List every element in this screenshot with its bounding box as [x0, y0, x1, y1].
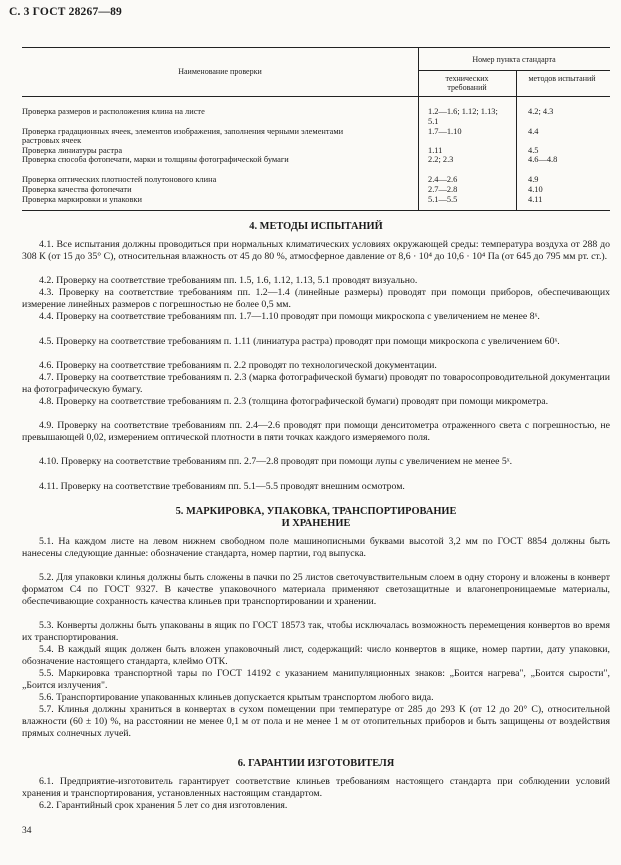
paragraph-text: 4.10. Проверку на соответствие требованиям пп. 2.7—2.8 проводят при помощи лупы с увеличением не менее 5ˣ. — [39, 456, 513, 467]
paragraph-5-2 — [22, 572, 610, 608]
table-col-std: Номер пункта стандарта — [472, 55, 556, 64]
paragraph-5-6 — [22, 692, 610, 704]
paragraph-text: 5.6. Транспортирование упакованных клиньев допускается крытым транспортом любого вида. — [39, 692, 434, 703]
table-cell-tech: 1.7—1.10 — [428, 127, 462, 136]
paragraph-4-5 — [22, 336, 610, 348]
paragraph-text: 4.2. Проверку на соответствие требованиям пп. 1.5, 1.6, 1.12, 1.13, 5.1 проводят визуально. — [39, 275, 418, 286]
table-header-rule — [22, 96, 610, 97]
paragraph-text: 6.2. Гарантийный срок хранения 5 лет со дня изготовления. — [39, 800, 288, 811]
paragraph-text: 4.7. Проверку на соответствие требованиям п. 2.3 (марка фотографической бумаги) проводят по товаросопроводительной документации на фотографическую бумагу. — [22, 372, 610, 395]
paragraph-text: 5.4. В каждый ящик должен быть вложен упаковочный лист, содержащий: число конвертов в ящике, номер партии, дату упаковки, обозначение настоящего стандарта, клеймо ОТК. — [22, 644, 610, 667]
table-cell-tech: 1.2—1.6; 1.12; 1.13; 5.1 — [428, 107, 498, 126]
table-cell-name: Проверка качества фотопечати — [22, 185, 132, 194]
paragraph-4-2 — [22, 275, 610, 287]
table-col-methods: методов испытаний — [528, 74, 596, 83]
paragraph-text: 4.6. Проверку на соответствие требованиям п. 2.2 проводят по технологической документации. — [39, 360, 437, 371]
paragraph-4-8 — [22, 396, 610, 408]
table-bottom-rule — [22, 210, 610, 211]
table-cell-tech: 1.11 — [428, 146, 443, 155]
paragraph-text: 4.5. Проверку на соответствие требованиям п. 1.11 (линиатура растра) проводят при помощи микроскопа с увеличением 60ˣ. — [39, 336, 560, 347]
page-number: 34 — [22, 826, 32, 836]
table-cell-tech: 2.4—2.6 — [428, 175, 458, 184]
table-cell-tech: 2.2; 2.3 — [428, 155, 454, 164]
paragraph-4-7 — [22, 372, 610, 396]
paragraph-text: 5.2. Для упаковки клинья должны быть сложены в пачки по 25 листов светочувствительным слоем в одну сторону и вложены в конверт форматом С4 по ГОСТ 9327. В качестве упаковочного материала применяют светозащитные и влагонепроницаемые материалы, обеспечивающие сохранность качества клиньев при транспортировании и хранении. — [22, 572, 610, 607]
paragraph-text: 5.3. Конверты должны быть упакованы в ящик по ГОСТ 18573 так, чтобы исключалась возможность перемещения конвертов во время их транспортирования. — [22, 620, 610, 643]
paragraph-5-5 — [22, 668, 610, 692]
table-cell-name: Проверка способа фотопечати, марки и толщины фотографической бумаги — [22, 155, 289, 164]
table-cell-tech: 2.7—2.8 — [428, 185, 458, 194]
paragraph-4-11 — [22, 481, 610, 493]
section-4-title: 4. МЕТОДЫ ИСПЫТАНИЙ — [249, 221, 383, 232]
paragraph-text: 6.1. Предприятие-изготовитель гарантирует соответствие клиньев требованиям настоящего стандарта при соблюдении условий хранения и транспортирования, установленных настоящим стандартом. — [22, 776, 610, 799]
table-cell-meth: 4.4 — [528, 127, 539, 136]
paragraph-text: 5.7. Клинья должны храниться в конвертах в сухом помещении при температуре от 285 до 293 К (от 12 до 20° С), относительной влажности (60 ± 10) %, на расстоянии не менее 0,1 м от пола и не менее 1 м от отопительных приборов и быть защищены от воздействия прямых солнечных лучей. — [22, 704, 610, 739]
paragraph-4-10 — [22, 456, 610, 468]
paragraph-4-6 — [22, 360, 610, 372]
table-cell-tech: 5.1—5.5 — [428, 195, 458, 204]
paragraph-4-4 — [22, 311, 610, 323]
paragraph-text: 4.3. Проверку на соответствие требованиям пп. 1.2—1.4 (линейные размеры) проводят при помощи приборов, обеспечивающих измерение линейных размеров с погрешностью не более 0,5 мм. — [22, 287, 610, 310]
paragraph-5-7 — [22, 704, 610, 740]
paragraph-6-1 — [22, 776, 610, 800]
paragraph-6-2 — [22, 800, 610, 812]
paragraph-text: 4.4. Проверку на соответствие требованиям пп. 1.7—1.10 проводят при помощи микроскопа с увеличением не менее 8ˣ. — [39, 311, 540, 322]
table-cell-name: Проверка маркировки и упаковки — [22, 195, 142, 204]
table-cell-name: Проверка оптических плотностей полутонового клина — [22, 175, 217, 184]
table-cell-meth: 4.9 — [528, 175, 539, 184]
paragraph-4-3 — [22, 287, 610, 311]
paragraph-5-4 — [22, 644, 610, 668]
table-cell-meth: 4.6—4.8 — [528, 155, 558, 164]
table-divider — [418, 47, 419, 210]
table-top-rule — [22, 47, 610, 48]
paragraph-text: 4.11. Проверку на соответствие требованиям пп. 5.1—5.5 проводят внешним осмотром. — [39, 481, 405, 492]
paragraph-5-3 — [22, 620, 610, 644]
paragraph-text: 4.1. Все испытания должны проводиться при нормальных климатических условиях окружающей среды: температура воздуха от 288 до 308 К (от 15 до 35° С), относительная влажность от 45 до 80 %, атмосферное давление от 8,6 · 10⁴ до 10,6 · 10⁴ Па (от 645 до 795 мм рт. ст.). — [22, 239, 610, 262]
table-subheader-rule — [418, 70, 610, 71]
paragraph-4-1 — [22, 239, 610, 263]
table-col-tech: технических требований — [445, 74, 489, 92]
table-cell-meth: 4.11 — [528, 195, 543, 204]
table-cell-meth: 4.10 — [528, 185, 543, 194]
section-5-title: 5. МАРКИРОВКА, УПАКОВКА, ТРАНСПОРТИРОВАНИЕ — [175, 506, 457, 517]
page-header: С. 3 ГОСТ 28267—89 — [9, 6, 122, 18]
table-cell-meth: 4.2; 4.3 — [528, 107, 554, 116]
section-5-title-line2: И ХРАНЕНИЕ — [281, 518, 351, 529]
table-cell-name: Проверка градационных ячеек, элементов изображения, заполнения черными элементами растровых ячеек — [22, 127, 344, 146]
table-cell-meth: 4.5 — [528, 146, 539, 155]
paragraph-text: 4.9. Проверку на соответствие требованиям пп. 2.4—2.6 проводят при помощи денситометра отраженного света с погрешностью, не превышающей 0,02, измерением оптической плотности в пяти точках каждого измеряемого поля. — [22, 420, 610, 443]
section-6-title: 6. ГАРАНТИИ ИЗГОТОВИТЕЛЯ — [237, 758, 395, 769]
table-cell-name: Проверка линиатуры растра — [22, 146, 123, 155]
paragraph-text: 5.5. Маркировка транспортной тары по ГОСТ 14192 с указанием манипуляционных знаков: „Боится нагрева", „Боится сырости", „Боится излучения". — [22, 668, 610, 691]
table-col-name: Наименование проверки — [178, 67, 262, 76]
paragraph-5-1 — [22, 536, 610, 560]
table-divider — [516, 70, 517, 210]
table-cell-name: Проверка размеров и расположения клина на листе — [22, 107, 205, 116]
paragraph-text: 5.1. На каждом листе на левом нижнем свободном поле машинописными буквами высотой 3,2 мм по ГОСТ 8854 должны быть нанесены следующие данные: обозначение стандарта, номер партии, год выпуска. — [22, 536, 610, 559]
paragraph-text: 4.8. Проверку на соответствие требованиям п. 2.3 (толщина фотографической бумаги) проводят при помощи микрометра. — [39, 396, 549, 407]
paragraph-4-9 — [22, 420, 610, 444]
